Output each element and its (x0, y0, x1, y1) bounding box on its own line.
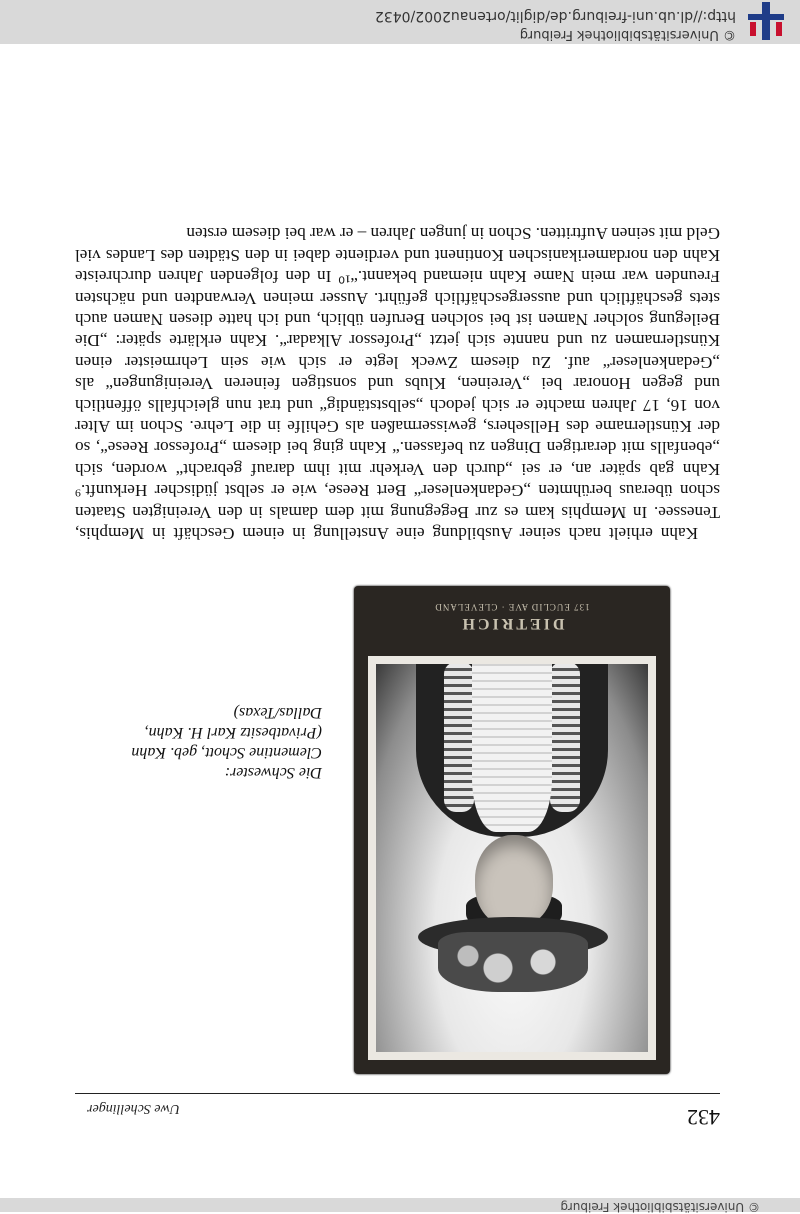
figure-caption (72, 702, 322, 782)
studio-address: 137 EUCLID AVE · CLEVELAND (434, 602, 590, 612)
caption-line: Dallas/Texas) (233, 704, 322, 721)
studio-imprint (368, 592, 656, 650)
studio-name: DIETRICH (459, 615, 565, 632)
page-number: 432 (687, 1105, 720, 1130)
copyright-notice-bottom: © Universitätsbibliothek Freiburg (560, 1200, 760, 1214)
body-paragraph: Kahn erhielt nach seiner Ausbildung eine Anstellung in einem Geschäft in Memphis, Tenessee. In Memphis kam es zur Begegnung mit dem damals in den Vereinigten Staaten schon überaus berühmten „Gedankenleser“ Bert Reese, wie er selbst jüdischer Herkunft.⁹ Kahn gab später an, er sei „durch den Verkehr mit ihm darauf gebracht“ worden, sich „ebenfalls mit derartigen Dingen zu befassen.“ Kahn ging bei diesem „Professor Reese“, so der Künstlername des Hellsehers, gewissermaßen als Gehilfe in die Lehre. Schon im Alter von 16, 17 Jahren machte er sich jedoch „selbstständig“ und trat nun gleichfalls öffentlich und gegen Honorar bei „Vereinen, Klubs und sonstigen feineren Vereinigungen“ als „Gedankenleser“ auf. Zu diesem Zweck legte er sich wie sein Lehrmeister einen Künstlernamen zu und nannte sich jetzt „Professor Alkadar“. Kahn erklärte später: „Die Beilegung solcher Namen ist bei solchen Berufen üblich, und ich hatte diesen Namen auch stets geschäftlich und aussergeschäftlich geführt. Ausser meinen Verwandten und nächsten Freunden war mein Name Kahn niemand bekannt.“¹⁰ In den folgenden Jahren durchreiste Kahn den nordamerikanischen Kontinent und verdiente dabei in den Städten des Landes viel Geld mit seinen Auftritten. Schon in jungen Jahren – er war bei diesem ersten (75, 224, 720, 543)
figure-face (475, 835, 553, 927)
caption-line: Clementine Schott, geb. Kahn (131, 744, 322, 761)
copyright-notice-top: © Universitätsbibliothek Freiburg (519, 27, 736, 42)
header-rule (75, 1093, 720, 1094)
body-text (75, 223, 720, 544)
hat-flowers (438, 932, 588, 992)
running-head: Uwe Schellinger (87, 1101, 180, 1116)
figure-ruffle-right (444, 664, 474, 812)
caption-line: Die Schwester: (224, 764, 322, 781)
portrait-image (376, 664, 648, 1052)
viewer-top-bar-text (40, 0, 760, 44)
figure-blouse (472, 664, 552, 832)
photo-frame (368, 656, 656, 1060)
portrait-photograph (354, 586, 670, 1074)
caption-line: (Privatbesitz Karl H. Kahn, (144, 724, 322, 741)
figure-ruffle-left (550, 664, 580, 812)
page-url[interactable]: http://dl.ub.uni-freiburg.de/diglit/ortenau2002/0432 (374, 8, 736, 24)
